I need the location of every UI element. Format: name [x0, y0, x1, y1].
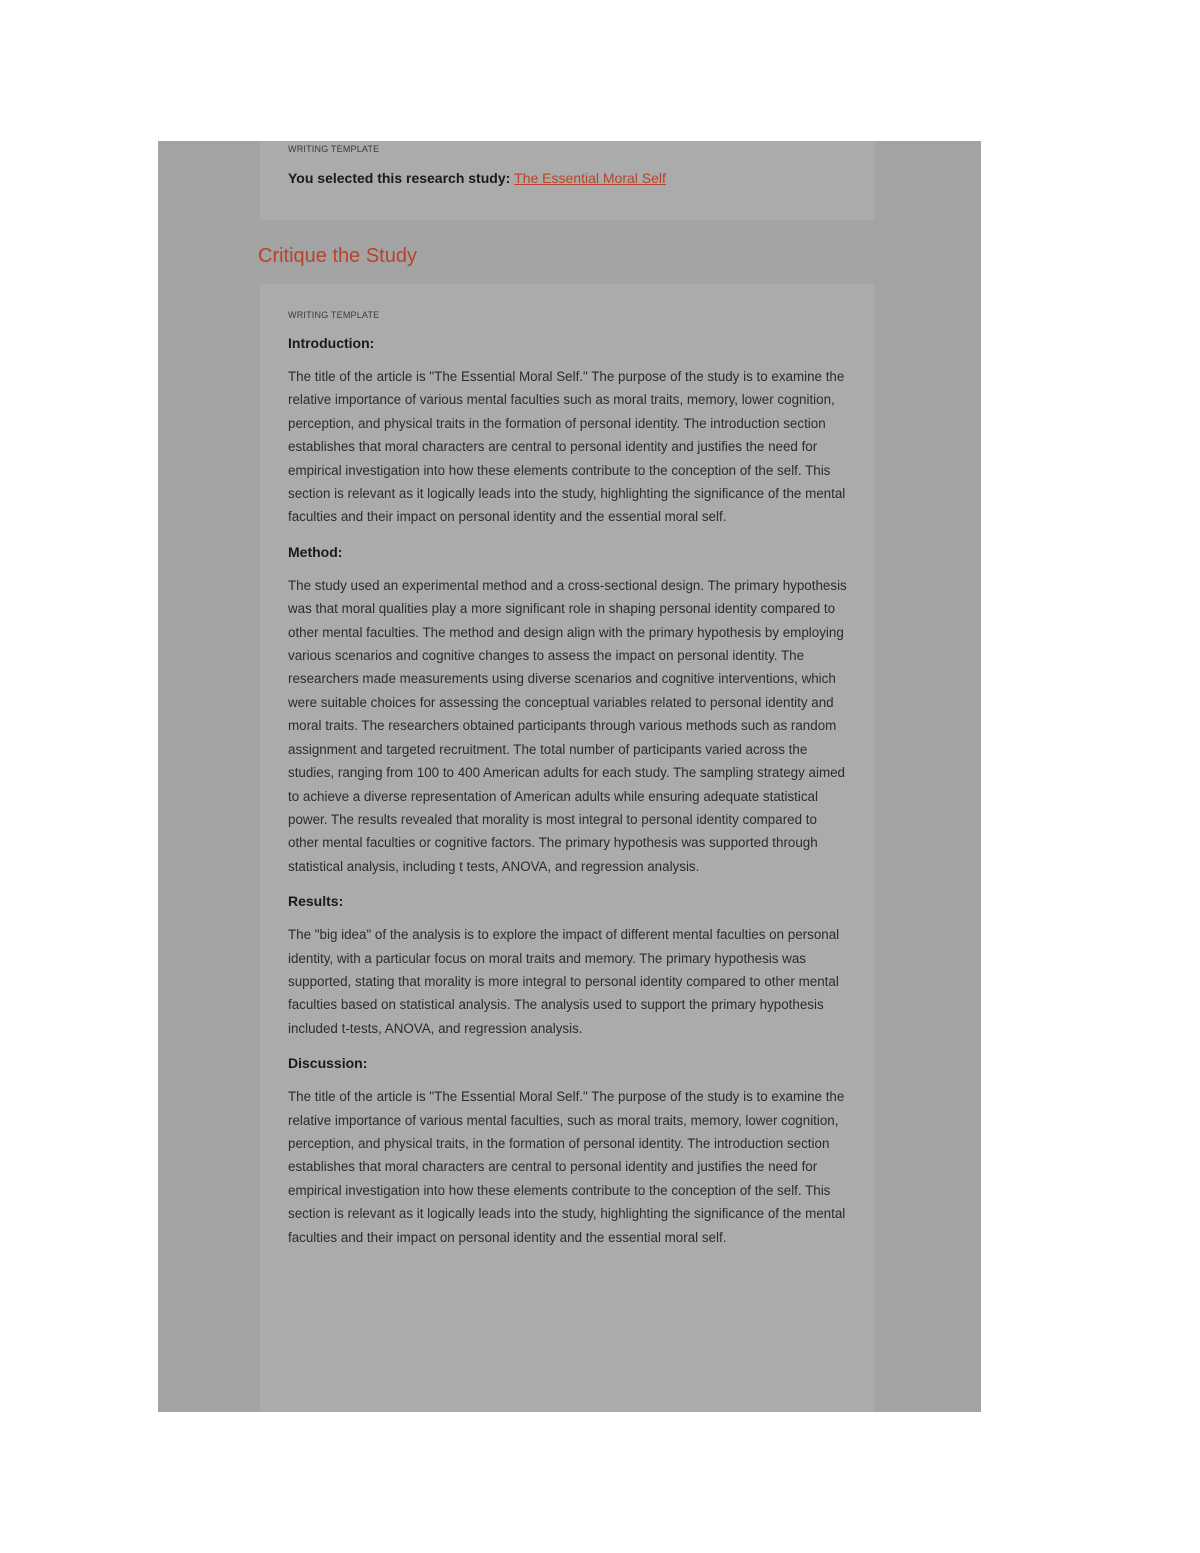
writing-template-label: WRITING TEMPLATE: [288, 144, 380, 154]
introduction-text: The title of the article is "The Essential Moral Self." The purpose of the study is to examine the relative importance of various mental faculties such as moral traits, memory, lower cognition, perception, and physical traits in the formation of personal identity. The introduction section establishes that moral characters are central to personal identity and justifies the need for empirical investigation into how these elements contribute to the conception of the self. This section is relevant as it logically leads into the study, highlighting the significance of the mental faculties and their impact on personal identity and the essential moral self.: [288, 369, 846, 525]
results-heading: Results:: [288, 893, 344, 910]
introduction-heading: Introduction:: [288, 335, 375, 351]
writing-template-label: WRITING TEMPLATE: [288, 310, 380, 320]
study-link[interactable]: The Essential Moral Self: [514, 170, 666, 186]
results-text: The "big idea" of the analysis is to explore the impact of different mental faculties on personal identity, with a particular focus on moral traits and memory. The primary hypothesis was supported, stating that morality is more integral to personal identity compared to other mental faculties based on statistical analysis. The analysis used to support the primary hypothesis included t-tests, ANOVA, and regression analysis.: [288, 927, 840, 1036]
discussion-section: [288, 1055, 851, 1249]
document-page: [158, 141, 981, 1412]
section-title: Critique the Study: [258, 245, 417, 267]
introduction-section: [288, 335, 851, 529]
discussion-text: The title of the article is "The Essential Moral Self." The purpose of the study is to examine the relative importance of various mental faculties, such as moral traits, memory, lower cognition, perception, and physical traits, in the formation of personal identity. The introduction section establishes that moral characters are central to personal identity and justifies the need for empirical investigation into how these elements contribute to the conception of the self. This section is relevant as it logically leads into the study, highlighting the significance of the mental faculties and their impact on personal identity and the essential moral self.: [288, 1089, 846, 1245]
selected-study-prefix: You selected this research study:: [288, 170, 511, 186]
results-section: [288, 893, 851, 1040]
selected-study-line: [288, 170, 666, 186]
discussion-heading: Discussion:: [288, 1055, 368, 1072]
critique-panel: [260, 284, 875, 1412]
method-heading: Method:: [288, 543, 343, 560]
method-text: The study used an experimental method and a cross-sectional design. The primary hypothesis was that moral qualities play a more significant role in shaping personal identity compared to other mental faculties. The method and design align with the primary hypothesis by employing various scenarios and cognitive changes to assess the impact on personal identity. The researchers made measurements using diverse scenarios and cognitive interventions, which were suitable choices for assessing the conceptual variables related to personal identity and moral traits. The researchers obtained participants through various methods such as random assignment and targeted recruitment. The total number of participants varied across the studies, ranging from 100 to 400 American adults for each study. The sampling strategy aimed to achieve a diverse representation of American adults while ensuring adequate statistical power. The results revealed that morality is most integral to personal identity compared to other mental faculties or cognitive factors. The primary hypothesis was supported through statistical analysis, including t tests, ANOVA, and regression analysis.: [288, 577, 847, 874]
method-section: [288, 544, 851, 878]
selected-study-panel: [260, 141, 875, 220]
